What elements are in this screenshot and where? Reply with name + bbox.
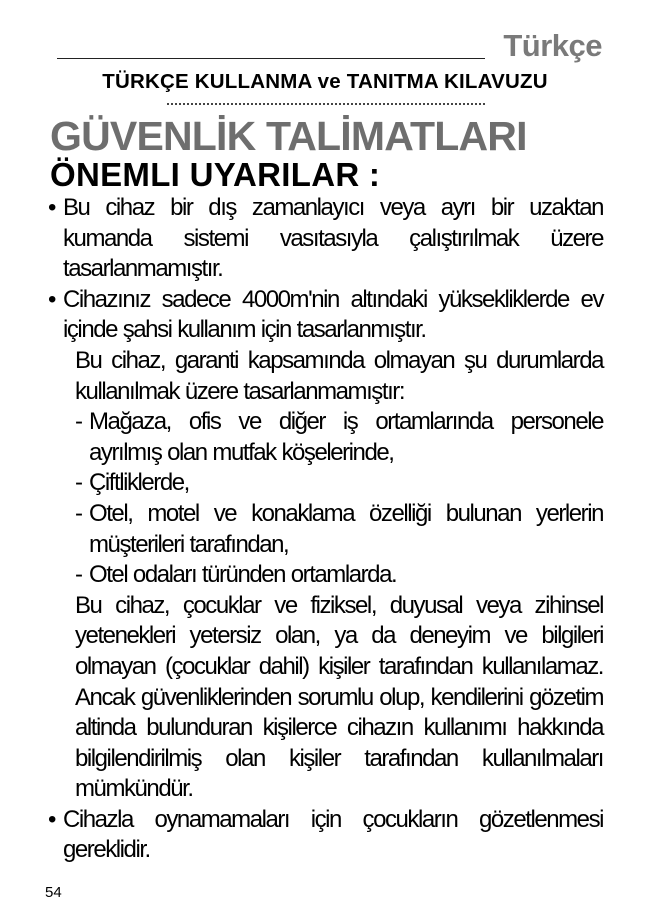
list-item-text: Mağaza, ofis ve diğer iş ortamlarında personele ayrılmış olan mutfak köşelerinde, <box>89 408 603 466</box>
dash-mark: - <box>75 561 82 589</box>
language-label: Türkçe <box>503 28 602 63</box>
dash-mark: - <box>75 499 82 527</box>
bullet-mark: • <box>48 194 55 221</box>
warranty-intro: Bu cihaz, garanti kapsamında olmayan şu durumlarda kullanılmak üzere tasarlanmamıştır: <box>75 346 603 405</box>
bullet-item <box>48 285 603 346</box>
list-item <box>48 407 603 468</box>
bullet-mark: • <box>48 285 55 313</box>
dash-mark: - <box>75 469 82 497</box>
section-heading: ÖNEMLI UYARILAR : <box>50 156 381 193</box>
list-item <box>48 560 603 591</box>
list-item-text: Otel odaları türünden ortamlarda. <box>89 561 397 589</box>
page-title: GÜVENLİK TALİMATLARI <box>50 113 527 159</box>
list-item <box>48 468 603 499</box>
bullet-text: Cihazınız sadece 4000m'nin altındaki yüksekliklerde ev içinde şahsi kullanım için tasarlanmıştır. <box>63 285 603 344</box>
bullet-text: Cihazla oynamamaları için çocukların gözetlenmesi gereklidir. <box>63 805 603 864</box>
page-number: 54 <box>45 884 62 901</box>
manual-title: TÜRKÇE KULLANMA ve TANITMA KILAVUZU <box>102 70 548 93</box>
bullet-item <box>48 805 603 866</box>
bullet-text: Bu cihaz bir dış zamanlayıcı veya ayrı bir uzaktan kumanda sistemi vasıtasıyla çalıştırılmak üzere tasarlanmamıştır. <box>63 194 603 283</box>
children-paragraph: Bu cihaz, çocuklar ve fiziksel, duyusal veya zihinsel yetenekleri yetersiz olan, ya da deneyim ve bilgileri olmayan (çocuklar dahil) kişiler tarafından kullanılamaz. Ancak güvenliklerinden sorumlu olup, kendilerini gözetim altinda bulunduran kişilerce cihazın kullanımı hakkında bilgilendirilmiş olan kişiler tarafından kullanılmaları mümkündür. <box>75 591 603 803</box>
list-item-text: Çiftliklerde, <box>89 469 189 497</box>
dotted-divider <box>167 103 485 105</box>
list-item <box>48 499 603 560</box>
safety-content <box>48 193 603 866</box>
header-rule <box>57 58 485 59</box>
list-item-text: Otel, motel ve konaklama özelliği bulunan yerlerin müşterileri tarafından, <box>89 499 603 558</box>
bullet-item <box>48 193 603 285</box>
bullet-mark: • <box>48 805 55 833</box>
dash-mark: - <box>75 408 82 436</box>
